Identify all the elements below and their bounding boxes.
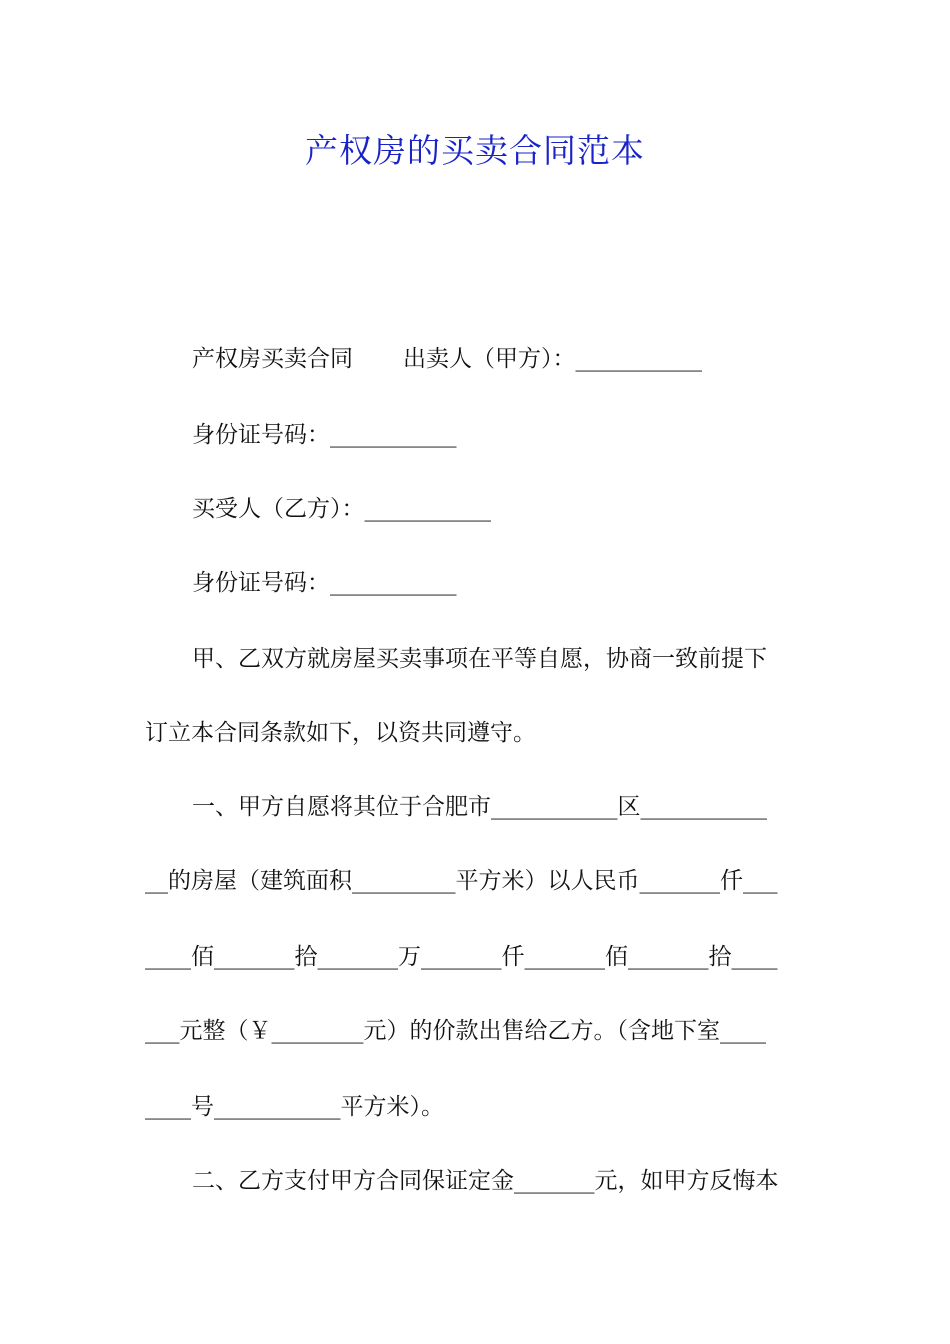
paragraph-line: 甲、乙双方就房屋买卖事项在平等自愿，协商一致前提下: [192, 646, 767, 672]
clause-2-line: 二、乙方支付甲方合同保证定金_______元，如甲方反悔本: [192, 1168, 779, 1194]
seller-field: 出卖人（甲方）：___________: [403, 346, 702, 372]
clause-1-line: __的房屋（建筑面积_________平方米）以人民币_______仟___: [145, 868, 778, 894]
buyer-id-field: 身份证号码：___________: [192, 570, 457, 596]
document-title: 产权房的买卖合同范本: [305, 131, 645, 170]
clause-1-line: ____佰_______拾_______万_______仟_______佰_______拾____: [145, 944, 778, 970]
contract-heading-line: [192, 342, 812, 376]
contract-name: 产权房买卖合同: [192, 346, 353, 372]
buyer-field: 买受人（乙方）：___________: [192, 496, 491, 522]
seller-id-field: 身份证号码：___________: [192, 422, 457, 448]
clause-1-line: 一、甲方自愿将其位于合肥市___________区___________: [192, 794, 767, 820]
clause-1-line: ____号___________平方米）。: [145, 1094, 444, 1120]
paragraph-line: 订立本合同条款如下，以资共同遵守。: [145, 720, 536, 746]
clause-1-line: ___元整（￥________元）的价款出售给乙方。（含地下室____: [145, 1018, 766, 1044]
